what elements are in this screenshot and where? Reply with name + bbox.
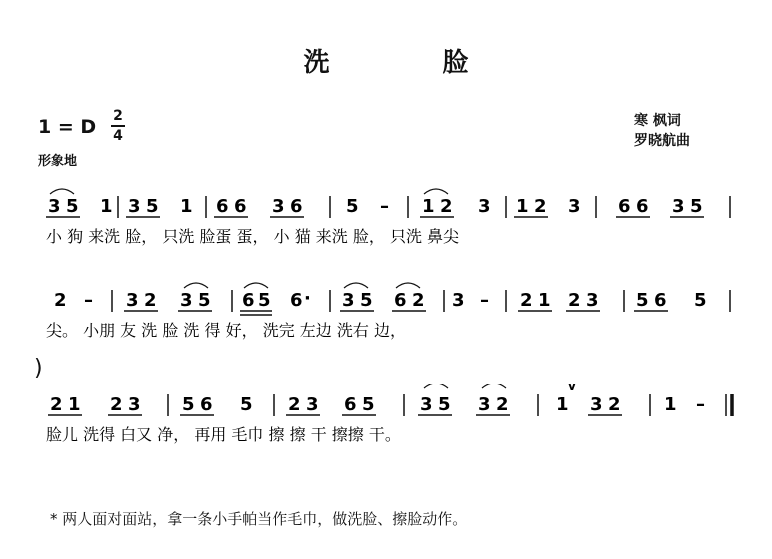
svg-text:3: 3 — [420, 394, 433, 415]
svg-text:1: 1 — [664, 394, 677, 415]
svg-text:–: – — [84, 290, 93, 311]
svg-text:2: 2 — [50, 394, 63, 415]
svg-text:5: 5 — [182, 394, 195, 415]
svg-text:1: 1 — [556, 394, 569, 415]
score-row-1-svg — [40, 186, 740, 256]
svg-text:3: 3 — [478, 394, 491, 415]
svg-text:2: 2 — [496, 394, 509, 415]
svg-text:6: 6 — [216, 196, 229, 217]
svg-text:1: 1 — [100, 196, 113, 217]
svg-text:3: 3 — [452, 290, 465, 311]
svg-text:1: 1 — [422, 196, 435, 217]
svg-text:2: 2 — [110, 394, 123, 415]
svg-text:5: 5 — [690, 196, 703, 217]
svg-text:6: 6 — [636, 196, 649, 217]
svg-text:v: v — [568, 384, 576, 393]
svg-text:3: 3 — [590, 394, 603, 415]
score-row-1 — [40, 186, 740, 256]
svg-text:3: 3 — [478, 196, 491, 217]
svg-text:–: – — [380, 196, 389, 217]
svg-text:1: 1 — [180, 196, 193, 217]
svg-text:5: 5 — [146, 196, 159, 217]
svg-text:5: 5 — [694, 290, 707, 311]
svg-text:5: 5 — [438, 394, 451, 415]
time-signature-top: 2 — [113, 108, 123, 124]
time-signature-bar — [111, 125, 125, 127]
row-3-lyrics: 脸儿 洗得 白又 净， 再用 毛巾 擦 擦 干 擦擦 干。 — [46, 425, 401, 444]
time-signature — [111, 108, 125, 144]
svg-text:2: 2 — [54, 290, 67, 311]
row-1-lyrics: 小 狗 来洗 脸， 只洗 脸蛋 蛋， 小 猫 来洗 脸， 只洗 鼻尖 — [46, 227, 460, 246]
svg-text:5: 5 — [198, 290, 211, 311]
expression-mark: 形象地 — [38, 154, 78, 169]
svg-text:3: 3 — [126, 290, 139, 311]
svg-text:3: 3 — [128, 394, 141, 415]
svg-text:3: 3 — [568, 196, 581, 217]
row-3-bracket: ) — [34, 356, 43, 381]
svg-text:5: 5 — [636, 290, 649, 311]
svg-text:2: 2 — [440, 196, 453, 217]
svg-text:5: 5 — [360, 290, 373, 311]
svg-text:6: 6 — [234, 196, 247, 217]
svg-text:2: 2 — [520, 290, 533, 311]
svg-text:3: 3 — [586, 290, 599, 311]
svg-text:1: 1 — [516, 196, 529, 217]
svg-text:6: 6 — [654, 290, 667, 311]
score-row-3-svg — [40, 384, 740, 454]
score-row-3 — [40, 384, 740, 454]
svg-text:3: 3 — [306, 394, 319, 415]
svg-text:6: 6 — [344, 394, 357, 415]
svg-text:3: 3 — [180, 290, 193, 311]
score-row-2 — [40, 280, 740, 350]
time-signature-bottom: 4 — [113, 128, 123, 144]
svg-text:2: 2 — [288, 394, 301, 415]
svg-text:5: 5 — [258, 290, 271, 311]
performance-footnote: * 两人面对面站，拿一条小手帕当作毛巾，做洗脸、擦脸动作。 — [50, 510, 468, 528]
svg-text:2: 2 — [534, 196, 547, 217]
svg-text:·: · — [304, 288, 311, 309]
svg-text:1: 1 — [538, 290, 551, 311]
key-signature: 1 = D — [38, 116, 97, 138]
song-title: 洗 脸 — [303, 48, 521, 78]
svg-text:–: – — [696, 394, 705, 415]
svg-text:3: 3 — [128, 196, 141, 217]
svg-text:2: 2 — [144, 290, 157, 311]
svg-text:6: 6 — [200, 394, 213, 415]
svg-text:5: 5 — [346, 196, 359, 217]
svg-text:6: 6 — [618, 196, 631, 217]
score-row-2-svg — [40, 280, 740, 350]
svg-text:6: 6 — [290, 196, 303, 217]
lyricist-credit: 寒 枫词 — [634, 113, 681, 129]
svg-text:5: 5 — [362, 394, 375, 415]
svg-text:6: 6 — [242, 290, 255, 311]
svg-text:5: 5 — [66, 196, 79, 217]
row-2-lyrics: 尖。 小朋 友 洗 脸 洗 得 好， 洗完 左边 洗右 边， — [46, 321, 406, 340]
composer-credit: 罗晓航曲 — [634, 133, 690, 149]
svg-text:3: 3 — [672, 196, 685, 217]
svg-text:6: 6 — [290, 290, 303, 311]
svg-text:2: 2 — [608, 394, 621, 415]
svg-text:1: 1 — [68, 394, 81, 415]
row-1-notes — [0, 0, 1, 1]
svg-text:3: 3 — [342, 290, 355, 311]
svg-text:2: 2 — [412, 290, 425, 311]
svg-text:2: 2 — [568, 290, 581, 311]
svg-text:6: 6 — [394, 290, 407, 311]
svg-text:–: – — [480, 290, 489, 311]
svg-text:3: 3 — [272, 196, 285, 217]
svg-text:5: 5 — [240, 394, 253, 415]
svg-text:3: 3 — [48, 196, 61, 217]
